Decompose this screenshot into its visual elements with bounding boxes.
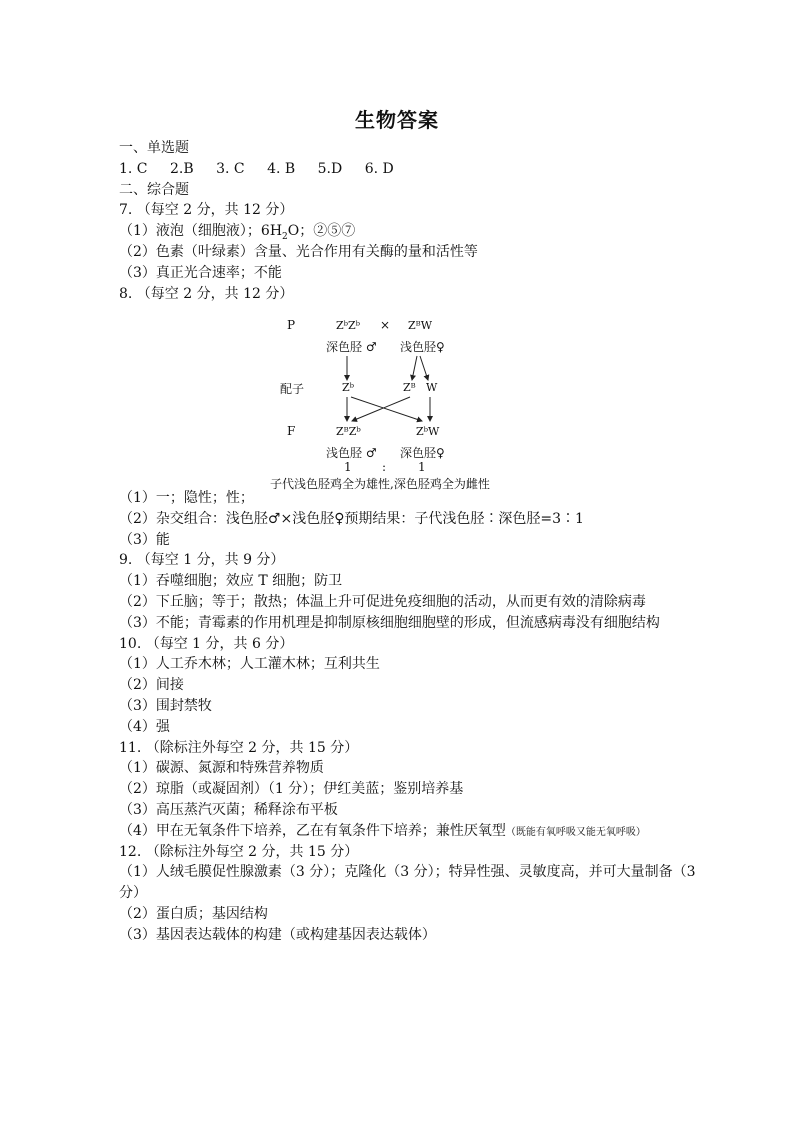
q7-header: 7. （每空 2 分，共 12 分） bbox=[119, 202, 294, 219]
q11-answer-4-note: （既能有氧呼吸又能无氧呼吸） bbox=[505, 826, 646, 838]
q9-answer-2: （2）下丘脑；等于；散热；体温上升可促进免疫细胞的活动，从而更有效的清除病毒 bbox=[119, 593, 646, 610]
q12-answer-1: （1）人绒毛膜促性腺激素（3 分）；克隆化（3 分）；特异性强、灵敏度高，并可大量制备（3 bbox=[119, 864, 696, 881]
mc-answer-4: 4. B bbox=[267, 160, 296, 177]
section-heading-comprehensive: 二、综合题 bbox=[119, 181, 189, 198]
q8-answer-3: （3）能 bbox=[119, 531, 170, 548]
mc-answer-3: 3. C bbox=[216, 160, 245, 177]
f-male-genotype: ZᴮZᵇ bbox=[336, 425, 361, 438]
mc-answer-row bbox=[119, 159, 719, 180]
genetic-cross-diagram bbox=[270, 314, 520, 492]
q12-header: 12. （除标注外每空 2 分，共 15 分） bbox=[119, 843, 359, 860]
answers-lower bbox=[119, 488, 739, 946]
f-female-genotype: ZᵇW bbox=[416, 425, 440, 438]
q8-answer-1: （1）一；隐性；性； bbox=[119, 490, 254, 506]
q11-answer-3: （3）高压蒸汽灭菌；稀释涂布平板 bbox=[119, 801, 338, 818]
q11-header: 11. （除标注外每空 2 分，共 15 分） bbox=[119, 739, 359, 756]
p-male-genotype: ZᵇZᵇ bbox=[336, 319, 361, 332]
q12-answer-3: （3）基因表达载体的构建（或构建基因表达载体） bbox=[119, 926, 436, 943]
ratio-right: 1 bbox=[418, 460, 426, 474]
diagram-caption: 子代浅色胫鸡全为雄性,深色胫鸡全为雌性 bbox=[270, 477, 490, 491]
mc-answer-6: 6. D bbox=[364, 160, 394, 177]
mc-answer-5: 5.D bbox=[317, 160, 343, 177]
q9-answer-3: （3）不能；青霉素的作用机理是抑制原核细胞细胞壁的形成，但流感病毒没有细胞结构 bbox=[119, 614, 660, 631]
mc-answer-2: 2.B bbox=[169, 160, 194, 177]
q10-answer-2: （2）间接 bbox=[119, 677, 184, 694]
page-title: 生物答案 bbox=[355, 108, 439, 132]
q10-header: 10. （每空 1 分，共 6 分） bbox=[119, 635, 294, 652]
ratio-left: 1 bbox=[344, 460, 352, 474]
q10-answer-3: （3）围封禁牧 bbox=[119, 697, 212, 714]
mc-answer-1: 1. C bbox=[119, 160, 148, 177]
cross-symbol: × bbox=[380, 318, 391, 332]
q7-answer-1-prefix: （1）液泡（细胞液）；6H bbox=[119, 223, 283, 240]
q7-answer-1-suffix: O；②⑤⑦ bbox=[287, 223, 356, 240]
q11-answer-1: （1）碳源、氮源和特殊营养物质 bbox=[119, 760, 324, 777]
f-male-phenotype: 浅色胫 ♂ bbox=[326, 446, 377, 460]
q8-header: 8. （每空 2 分，共 12 分） bbox=[119, 285, 294, 302]
row-label-f: F bbox=[287, 424, 296, 438]
cross-arrows bbox=[270, 314, 520, 492]
q10-answer-1: （1）人工乔木林；人工灌木林；互利共生 bbox=[119, 656, 380, 673]
gamete-w: W bbox=[426, 381, 438, 394]
p-female-phenotype: 浅色胫♀ bbox=[400, 340, 445, 354]
f-female-phenotype: 深色胫♀ bbox=[400, 446, 445, 460]
row-label-p: P bbox=[287, 318, 296, 332]
q9-header: 9. （每空 1 分，共 9 分） bbox=[119, 552, 285, 569]
p-female-genotype: ZᴮW bbox=[408, 319, 433, 332]
q12-answer-2: （2）蛋白质；基因结构 bbox=[119, 905, 268, 922]
arrow-p-female-to-gamete-w bbox=[420, 356, 428, 380]
gamete-zB: Zᴮ bbox=[403, 381, 416, 394]
q7-answer-3: （3）真正光合速率；不能 bbox=[119, 264, 282, 281]
q11-answer-4 bbox=[119, 821, 739, 842]
q11-answer-4-text: （4）甲在无氧条件下培养，乙在有氧条件下培养；兼性厌氧型 bbox=[119, 822, 506, 839]
q7-answer-1 bbox=[119, 221, 719, 242]
gamete-zb: Zᵇ bbox=[342, 381, 355, 394]
p-male-phenotype: 深色胫 ♂ bbox=[326, 340, 377, 354]
section-heading-single-choice: 一、单选题 bbox=[119, 140, 189, 156]
q10-answer-4: （4）强 bbox=[119, 718, 170, 735]
arrow-p-female-to-gamete-b bbox=[412, 356, 417, 380]
q7-answer-2: （2）色素（叶绿素）含量、光合作用有关酶的量和活性等 bbox=[119, 243, 478, 260]
q8-answer-2: （2）杂交组合：浅色胫♂×浅色胫♀预期结果：子代浅色胫∶深色胫=3∶1 bbox=[119, 510, 584, 527]
q12-answer-1-continued: 分） bbox=[119, 885, 147, 902]
q9-answer-1: （1）吞噬细胞；效应 T 细胞；防卫 bbox=[119, 573, 343, 590]
answers-upper bbox=[119, 138, 719, 304]
row-label-gamete: 配子 bbox=[280, 382, 305, 396]
q11-answer-2: （2）琼脂（或凝固剂）（1 分）；伊红美蓝；鉴别培养基 bbox=[119, 781, 464, 798]
q7-answer-1-subscript: 2 bbox=[282, 231, 288, 242]
ratio-colon: : bbox=[382, 460, 387, 474]
